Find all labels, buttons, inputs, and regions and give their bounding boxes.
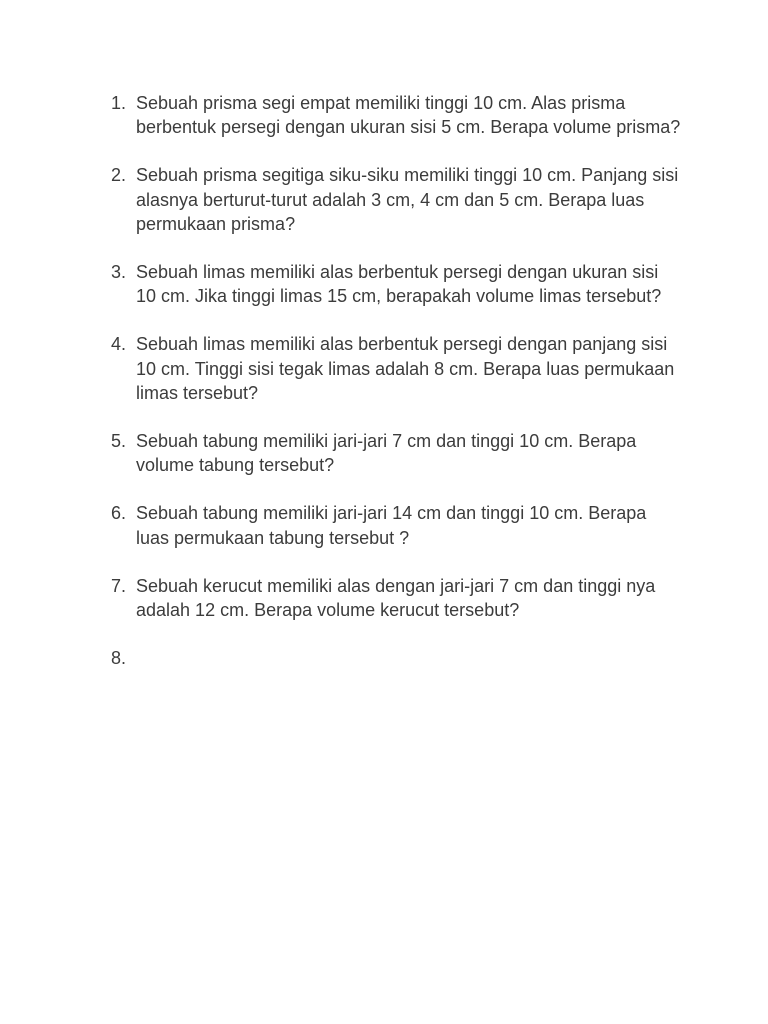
question-number: 4.: [111, 334, 127, 355]
question-text: Sebuah limas memiliki alas berbentuk persegi dengan ukuran sisi 10 cm. Jika tinggi limas 15 cm, berapakah volume limas tersebut?: [136, 262, 662, 307]
question-list: [111, 91, 681, 694]
question-number: 8.: [111, 648, 127, 669]
question-text: Sebuah prisma segi empat memiliki tinggi 10 cm. Alas prisma berbentuk persegi dengan ukuran sisi 5 cm. Berapa volume prisma?: [136, 93, 681, 138]
question-item: [111, 260, 681, 308]
question-text: Sebuah tabung memiliki jari-jari 14 cm dan tinggi 10 cm. Berapa luas permukaan tabung tersebut ?: [136, 503, 647, 548]
question-text: Sebuah kerucut memiliki alas dengan jari-jari 7 cm dan tinggi nya adalah 12 cm. Berapa volume kerucut tersebut?: [136, 575, 656, 621]
question-item: [111, 91, 681, 139]
question-item-empty: [111, 646, 681, 670]
question-number: 6.: [111, 503, 127, 524]
question-item: [111, 501, 681, 549]
question-text: Sebuah tabung memiliki jari-jari 7 cm dan tinggi 10 cm. Berapa volume tabung tersebut?: [136, 431, 637, 476]
question-text: [136, 646, 681, 670]
question-item: [111, 429, 681, 477]
question-number: 3.: [111, 262, 127, 283]
question-number: 1.: [111, 93, 127, 113]
question-text: Sebuah prisma segitiga siku-siku memiliki tinggi 10 cm. Panjang sisi alasnya berturut-turut adalah 3 cm, 4 cm dan 5 cm. Berapa luas permukaan prisma?: [136, 165, 679, 234]
question-text: Sebuah limas memiliki alas berbentuk persegi dengan panjang sisi 10 cm. Tinggi sisi tegak limas adalah 8 cm. Berapa luas permukaan limas tersebut?: [136, 334, 675, 403]
question-number: 5.: [111, 431, 127, 452]
question-item: [111, 574, 681, 622]
question-number: 7.: [111, 575, 127, 596]
question-number: 2.: [111, 165, 127, 186]
question-item: [111, 332, 681, 405]
question-item: [111, 163, 681, 236]
